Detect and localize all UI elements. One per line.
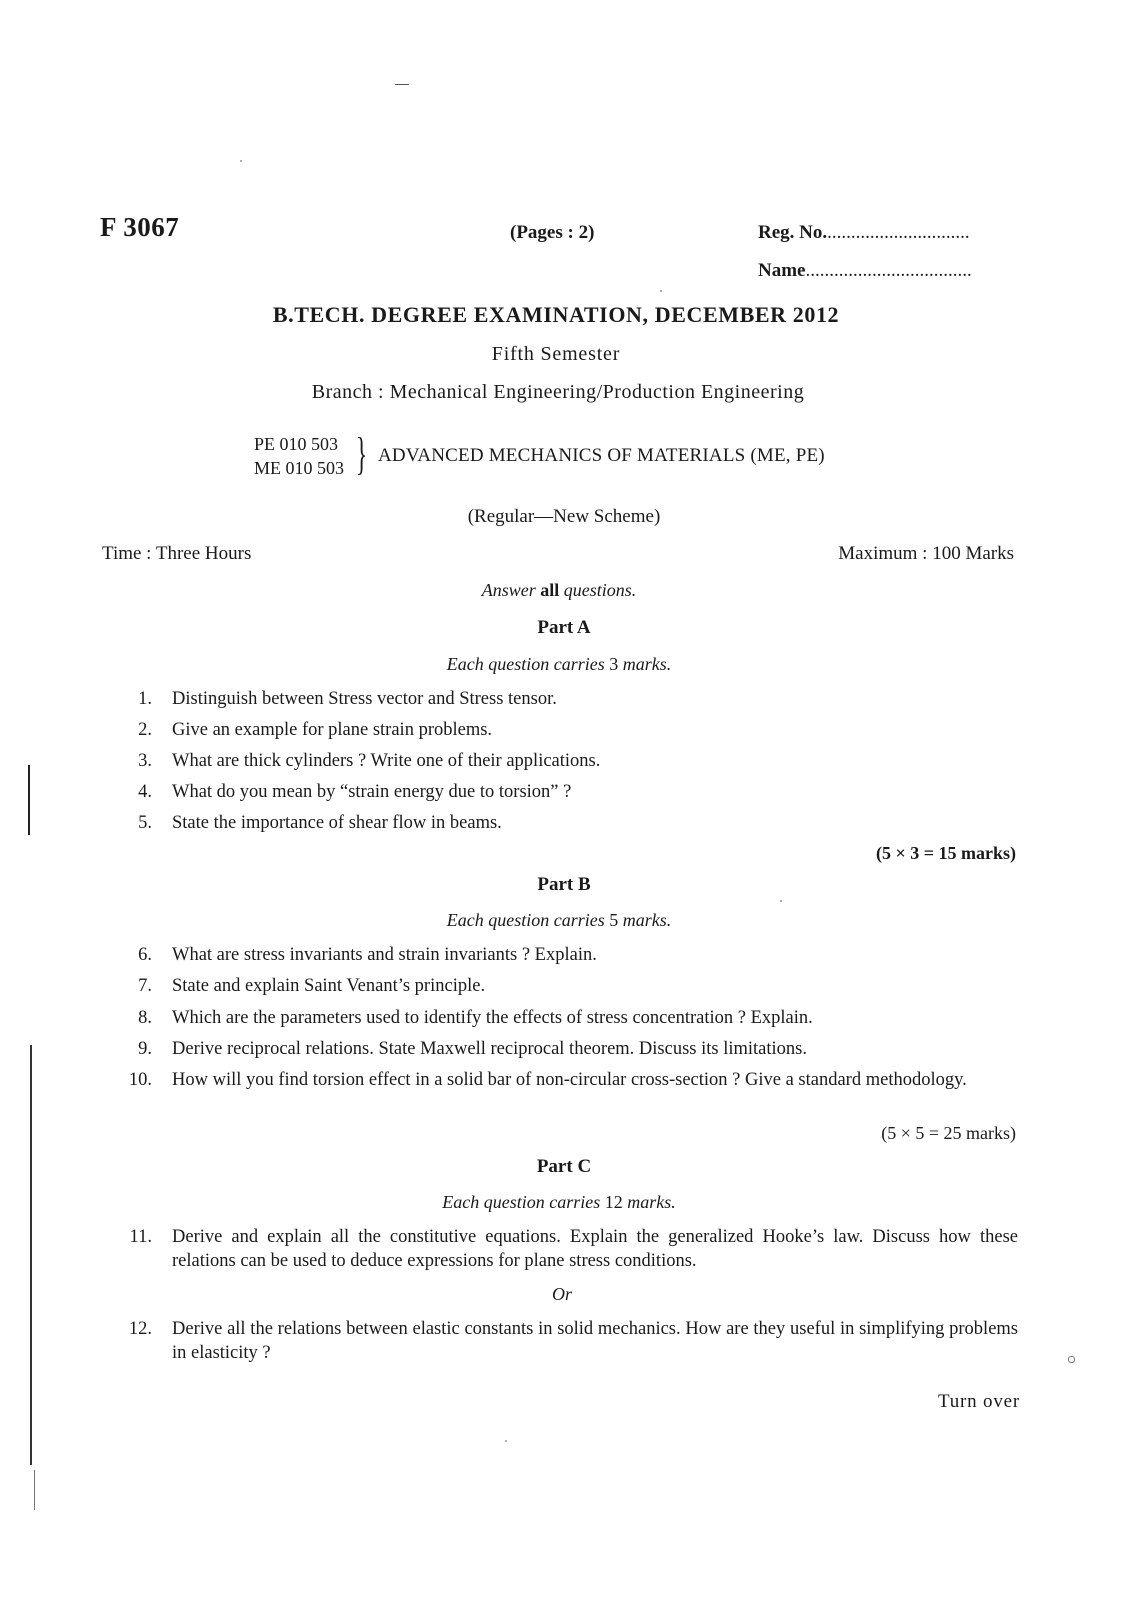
scan-speck: [1068, 1356, 1075, 1363]
name-field: [758, 260, 972, 282]
question-number: 9.: [138, 1039, 152, 1059]
course-codes: [254, 432, 344, 480]
brace-symbol: }: [356, 428, 368, 479]
part-c-instruction: [0, 1192, 1118, 1213]
question-number: 6.: [138, 945, 152, 965]
question-number: 1.: [138, 689, 152, 709]
question-text: What are stress invariants and strain invariants ? Explain.: [172, 945, 597, 965]
part-c-heading: Part C: [536, 1156, 592, 1177]
exam-duration: Time : Three Hours: [102, 543, 252, 564]
question-number: 4.: [138, 782, 152, 802]
part-a-instruction: [0, 654, 1118, 675]
question-number: 8.: [138, 1008, 152, 1028]
instruction-emphasis: all: [540, 580, 560, 600]
reg-no-label: Reg. No.: [758, 222, 828, 243]
carries-text: Each question carries: [446, 654, 605, 674]
question-number: 11.: [129, 1227, 152, 1247]
scan-speck: [240, 160, 242, 162]
question-number: 10.: [128, 1070, 152, 1090]
question-text: What do you mean by “strain energy due to torsion” ?: [172, 782, 572, 802]
scan-artifact-line: [30, 1045, 32, 1465]
question-text: Derive reciprocal relations. State Maxwell reciprocal theorem. Discuss its limitations.: [172, 1039, 807, 1059]
question-text: State the importance of shear flow in beams.: [172, 813, 502, 833]
paper-code: F 3067: [100, 212, 180, 242]
branch: Branch : Mechanical Engineering/Production Engineering: [311, 381, 805, 403]
scan-artifact-line: [28, 765, 30, 835]
semester: Fifth Semester: [491, 343, 621, 365]
reg-no-dots: ..............................: [827, 222, 970, 243]
part-b-marks: (5 × 5 = 25 marks): [881, 1123, 1016, 1143]
turn-over-note: Turn over: [938, 1391, 1020, 1412]
carries-text: marks.: [622, 910, 672, 930]
carries-text: marks.: [622, 654, 672, 674]
question-text: Which are the parameters used to identify the effects of stress concentration ? Explain.: [172, 1008, 813, 1028]
question-number: 12.: [128, 1319, 152, 1339]
scan-speck: [660, 290, 662, 292]
question-number: 3.: [138, 751, 152, 771]
instruction-text: questions.: [563, 580, 637, 600]
carries-text: Each question carries: [442, 1192, 601, 1212]
carries-marks: 3: [609, 654, 619, 674]
exam-title: B.TECH. DEGREE EXAMINATION, DECEMBER 2012: [272, 302, 840, 327]
question-text: Give an example for plane strain problems.: [172, 720, 493, 740]
name-label: Name: [758, 260, 806, 281]
course-code: ME 010 503: [254, 458, 344, 478]
instruction-text: Answer: [481, 580, 536, 600]
page-count: (Pages : 2): [510, 222, 595, 243]
carries-text: Each question carries: [446, 910, 605, 930]
or-separator: Or: [551, 1284, 572, 1304]
question-text: Derive and explain all the constitutive equations. Explain the generalized Hooke’s law. Discuss how these relations can be used to deduce expressions for plane stress conditions.: [172, 1227, 1018, 1271]
course-code: PE 010 503: [254, 434, 339, 454]
carries-text: marks.: [627, 1192, 676, 1212]
scan-artifact-line: [34, 1470, 35, 1510]
question-text: What are thick cylinders ? Write one of their applications.: [172, 751, 601, 771]
question-text: Distinguish between Stress vector and Stress tensor.: [172, 689, 557, 709]
scan-speck: [505, 1440, 507, 1442]
part-a-marks: (5 × 3 = 15 marks): [875, 843, 1016, 863]
question-text: State and explain Saint Venant’s principle.: [172, 976, 486, 996]
question-number: 5.: [138, 813, 152, 833]
part-a-heading: Part A: [537, 617, 591, 638]
name-dots: ...................................: [805, 260, 972, 281]
instruction: [0, 580, 1118, 601]
scan-speck: [395, 84, 409, 85]
part-b-instruction: [0, 910, 1118, 931]
scheme: (Regular—New Scheme): [467, 506, 661, 527]
question-text: Derive all the relations between elastic constants in solid mechanics. How are they useful in simplifying problems in elasticity ?: [172, 1319, 1018, 1363]
question-number: 7.: [138, 976, 152, 996]
scan-speck: [780, 900, 782, 902]
carries-marks: 5: [609, 910, 619, 930]
maximum-marks: Maximum : 100 Marks: [838, 543, 1014, 564]
question-text: How will you find torsion effect in a solid bar of non-circular cross-section ? Give a standard methodology.: [172, 1070, 967, 1090]
question-number: 2.: [138, 720, 152, 740]
subject-title: ADVANCED MECHANICS OF MATERIALS (ME, PE): [378, 445, 825, 466]
carries-marks: 12: [604, 1192, 623, 1212]
reg-no-field: [758, 222, 970, 244]
part-b-heading: Part B: [537, 874, 591, 895]
